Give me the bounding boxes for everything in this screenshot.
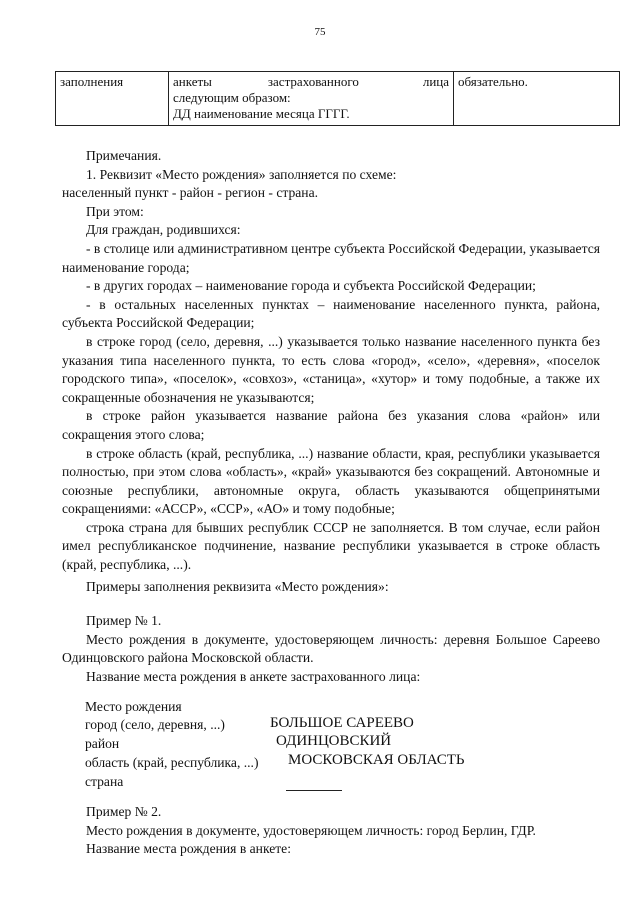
- example-1-city-label: город (село, деревня, ...): [85, 717, 225, 732]
- example-1-oblast-value: МОСКОВСКАЯ ОБЛАСТЬ: [288, 752, 465, 768]
- notes-para-gorod: в строке город (село, деревня, ...) указывается только название населенного пункта без указания типа населенного пункта, то есть слова «город», «село», «деревня», «поселок городского типа», «поселок», «совхоз», «станица», «хутор» и тому подобные, а также их сокращенные обозначения не указываются;: [62, 333, 600, 405]
- example-1-strana-label: страна: [85, 774, 124, 789]
- notes-section: [62, 147, 600, 575]
- notes-dlya: Для граждан, родившихся:: [86, 222, 241, 238]
- notes-heading: Примечания.: [86, 148, 162, 163]
- example-2-title: Пример № 2.: [86, 804, 162, 819]
- table-text-line3: ДД наименование месяца ГГГГ.: [173, 106, 350, 121]
- notes-para-rayon: в строке район указывается название района без указания слова «район» или сокращения этого слова;: [62, 408, 600, 442]
- table-row: [56, 72, 620, 126]
- example-1-rayon-value: ОДИНЦОВСКИЙ: [276, 733, 392, 749]
- example-1-strana-blank: [286, 789, 342, 791]
- example-1-city-value: БОЛЬШОЕ САРЕЕВО: [270, 715, 414, 731]
- example-2-doc: Место рождения в документе, удостоверяющем личность: город Берлин, ГДР.: [86, 822, 536, 838]
- table-cell-col2: [169, 72, 454, 126]
- notes-para-strana: строка страна для бывших республик СССР не заполняется. В том случае, если район имел республиканское подчинение, название республики указывается в строке область (край, республика, ...).: [62, 519, 600, 573]
- example-1-rayon-label: район: [85, 736, 120, 751]
- notes-item1: 1. Реквизит «Место рождения» заполняется по схеме:: [86, 166, 397, 182]
- examples-heading: Примеры заполнения реквизита «Место рождения»:: [86, 579, 389, 594]
- notes-bullet-1: - в столице или административном центре субъекта Российской Федерации, указывается наименование города;: [62, 240, 600, 275]
- continuation-table: [55, 71, 620, 126]
- notes-scheme: населенный пункт - район - регион - страна.: [62, 185, 319, 201]
- table-cell-col3: обязательно.: [454, 72, 620, 126]
- page-number: 75: [314, 26, 326, 38]
- example-1-title: Пример № 1.: [86, 613, 162, 628]
- example-1-block-title: Место рождения: [85, 699, 182, 714]
- example-2-name-label: Название места рождения в анкете:: [86, 841, 291, 857]
- table-cell-col1: заполнения: [56, 72, 169, 126]
- notes-bullet-2: - в других городах – наименование города и субъекта Российской Федерации;: [86, 278, 536, 294]
- example-2: [62, 803, 600, 859]
- table-text-word3: лица: [422, 74, 449, 89]
- notes-para-oblast: в строке область (край, республика, ...) название области, края, республики указывается полностью, при этом слова «область», «край» указываются без сокращений. Автономные и союзные республики, автономные округа, область указываются общепринятыми сокращениями: «АССР», «ССР», «АО» и тому подобные;: [62, 445, 600, 517]
- table-text-word2: застрахованного: [267, 74, 359, 89]
- example-1-name-label: Название места рождения в анкете застрахованного лица:: [86, 668, 421, 684]
- table-text-line2: следующим образом:: [173, 90, 291, 105]
- example-1-doc: Место рождения в документе, удостоверяющем личность: деревня Большое Сареево Одинцовского района Московской области.: [62, 631, 600, 666]
- table-text-word1: анкеты: [173, 74, 212, 89]
- notes-pri-etom: При этом:: [86, 203, 144, 219]
- example-1: [62, 612, 600, 686]
- notes-bullet-3: - в остальных населенных пунктах – наименование населенного пункта, района, субъекта Российской Федерации;: [62, 296, 600, 331]
- example-1-oblast-label: область (край, республика, ...): [85, 755, 259, 770]
